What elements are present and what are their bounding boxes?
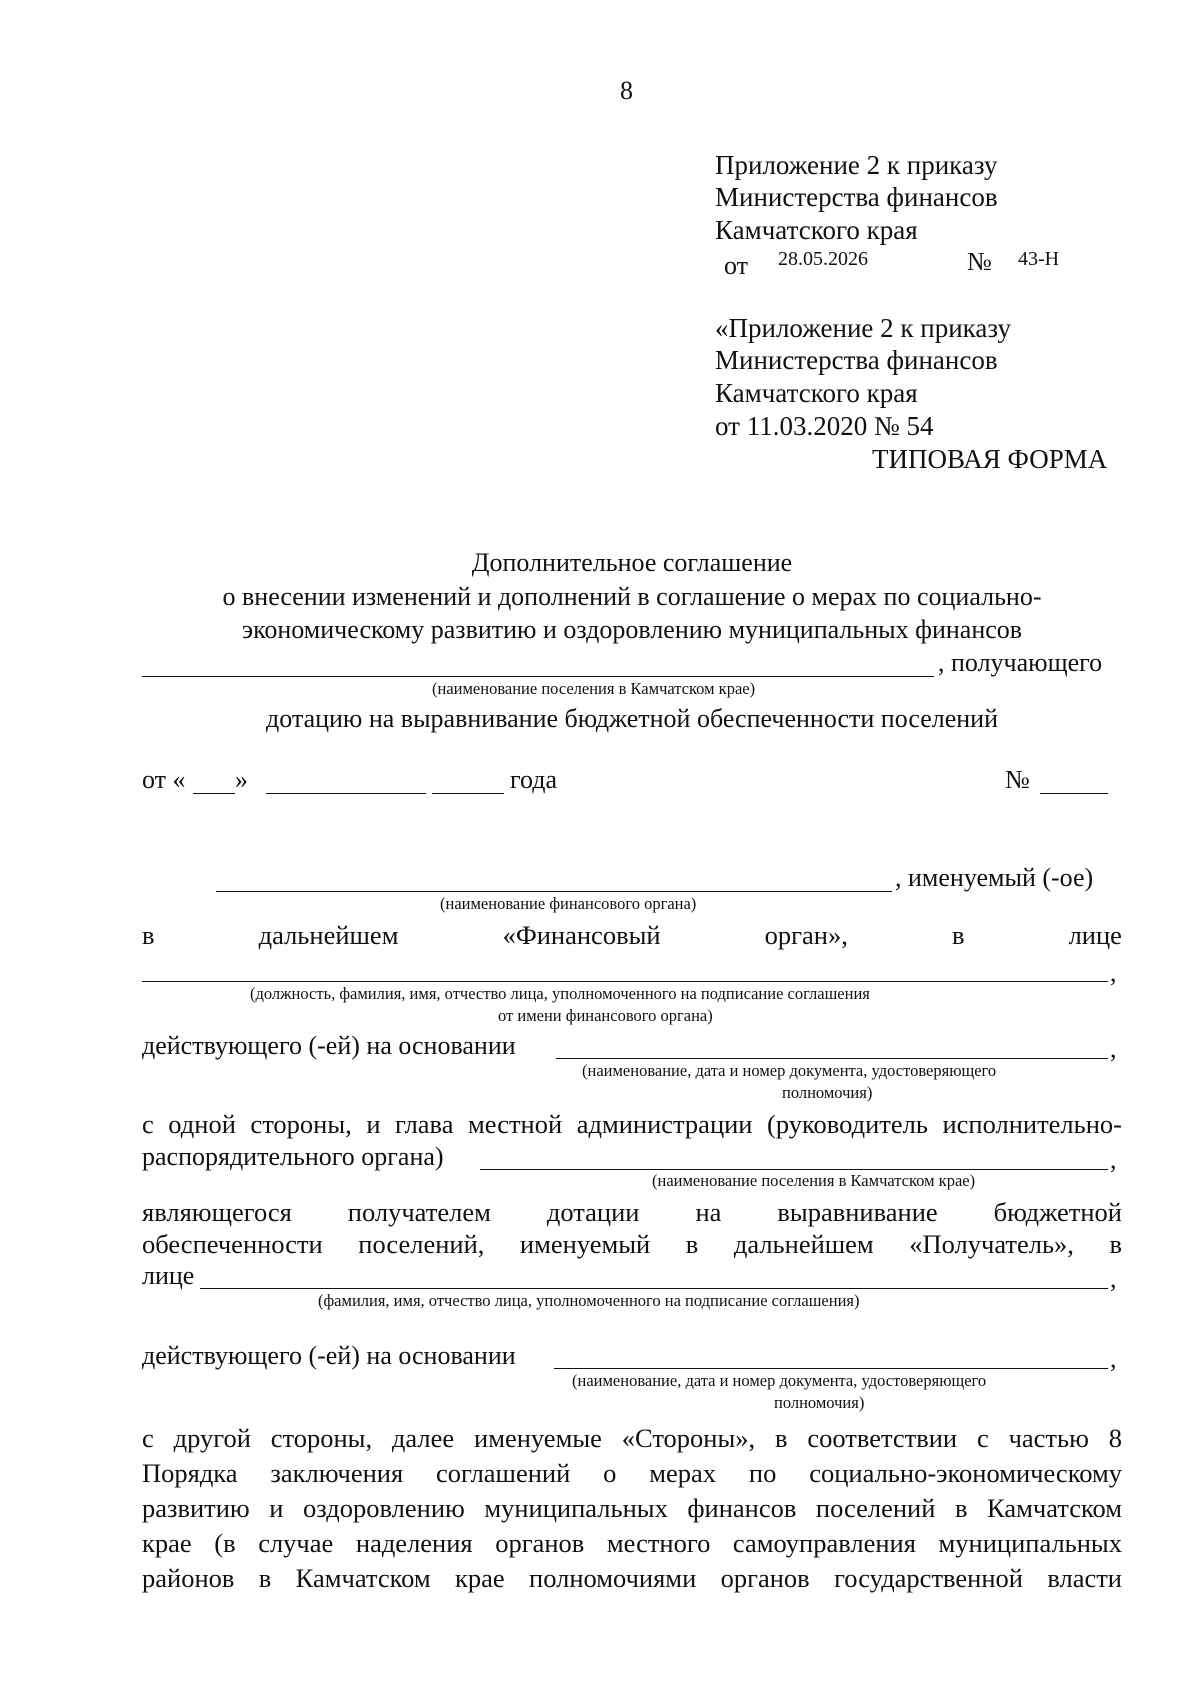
header1-from-label: от xyxy=(724,251,749,280)
recipient-person-blank xyxy=(200,1288,1108,1289)
official-blank xyxy=(142,981,1108,982)
header1-number-sign: № xyxy=(967,247,992,276)
title-line5: дотацию на выравнивание бюджетной обеспеченности поселений xyxy=(266,704,998,733)
page-number: 8 xyxy=(620,76,633,105)
caption-official-2: от имени финансового органа) xyxy=(498,1006,713,1025)
form-type-label: ТИПОВАЯ ФОРМА xyxy=(872,444,1108,474)
final-para-line1: с другой стороны, далее именуемые «Стороны», в соответствии с частью 8 xyxy=(142,1423,1122,1453)
header1-date: 28.05.2026 xyxy=(778,248,868,270)
caption-financial-organ: (наименование финансового органа) xyxy=(440,894,697,913)
row-word-4: орган», xyxy=(764,920,848,950)
final-para-line3: развитию и оздоровлению муниципальных финансов поселений в Камчатском xyxy=(142,1493,1122,1523)
title-line3: экономическому развитию и оздоровлению муниципальных финансов xyxy=(241,615,1023,644)
date-from-open: от « xyxy=(142,765,186,794)
one-side-line2: распорядительного органа) xyxy=(142,1142,444,1171)
financial-organ-blank xyxy=(216,891,892,892)
recipient-line2: обеспеченности поселений, именуемый в дальнейшем «Получатель», в xyxy=(142,1229,1122,1259)
agreement-number-blank xyxy=(1040,793,1108,794)
caption-basis-doc-1b: полномочия) xyxy=(782,1083,873,1102)
header1-line1: Приложение 2 к приказу xyxy=(715,150,998,180)
title-line1: Дополнительное соглашение xyxy=(471,548,793,577)
recipient-line3: лице xyxy=(142,1261,195,1290)
settlement-name-blank xyxy=(142,676,934,677)
header2-line3: Камчатского края xyxy=(715,378,918,408)
title-line2: о внесении изменений и дополнений в соглашение о мерах по социально- xyxy=(222,582,1042,611)
basis-comma-2: , xyxy=(1110,1344,1117,1373)
row-word-3: «Финансовый xyxy=(502,920,661,950)
header2-line1: «Приложение 2 к приказу xyxy=(715,313,1011,343)
official-comma: , xyxy=(1110,958,1117,987)
caption-official-1: (должность, фамилия, имя, отчество лица, уполномоченного на подписание соглашения xyxy=(250,984,870,1003)
caption-person: (фамилия, имя, отчество лица, уполномоченного на подписание соглашения) xyxy=(318,1291,860,1310)
caption-basis-doc-2: (наименование, дата и номер документа, удостоверяющего xyxy=(572,1371,987,1390)
caption-basis-doc-2b: полномочия) xyxy=(774,1393,865,1412)
named-suffix: , именуемый (-ое) xyxy=(895,863,1094,892)
settlement-blank-2 xyxy=(480,1169,1108,1170)
row-word-2: дальнейшем xyxy=(258,920,399,950)
caption-basis-doc-1: (наименование, дата и номер документа, удостоверяющего xyxy=(582,1061,997,1080)
month-blank xyxy=(266,793,426,794)
title-line4-suffix: , получающего xyxy=(938,648,1103,677)
header2-line2: Министерства финансов xyxy=(715,345,998,375)
header1-line2: Министерства финансов xyxy=(715,182,998,212)
final-para-line5: районов в Камчатском крае полномочиями органов государственной власти xyxy=(142,1563,1122,1593)
day-blank xyxy=(193,793,235,794)
row-word-5: в xyxy=(951,920,965,950)
caption-settlement-name: (наименование поселения в Камчатском крае) xyxy=(432,679,756,698)
settlement-comma: , xyxy=(1110,1145,1117,1174)
acting-on-basis-1: действующего (-ей) на основании xyxy=(142,1031,516,1060)
row-word-1: в xyxy=(142,920,155,950)
date-year-label: года xyxy=(510,765,558,794)
agreement-number-sign: № xyxy=(1005,765,1030,794)
date-quote-close: » xyxy=(235,765,248,794)
basis-document-blank-1 xyxy=(556,1058,1108,1059)
row-word-6: лице xyxy=(1068,920,1122,950)
caption-settlement-2: (наименование поселения в Камчатском крае) xyxy=(652,1171,976,1190)
final-para-line2: Порядка заключения соглашений о мерах по социально-экономическому xyxy=(142,1458,1122,1488)
header1-line3: Камчатского края xyxy=(715,215,918,245)
recipient-line1: являющегося получателем дотации на выравнивание бюджетной xyxy=(142,1197,1122,1227)
year-blank xyxy=(432,793,504,794)
recipient-comma: , xyxy=(1110,1264,1117,1293)
header1-number: 43-Н xyxy=(1018,248,1060,270)
acting-on-basis-2: действующего (-ей) на основании xyxy=(142,1341,516,1370)
basis-comma-1: , xyxy=(1110,1034,1117,1063)
final-para-line4: крае (в случае наделения органов местного самоуправления муниципальных xyxy=(142,1528,1122,1558)
one-side-line1: с одной стороны, и глава местной администрации (руководитель исполнительно- xyxy=(142,1109,1122,1139)
basis-document-blank-2 xyxy=(554,1368,1108,1369)
header2-line4: от 11.03.2020 № 54 xyxy=(715,411,934,441)
financial-organ-row xyxy=(142,922,1122,949)
